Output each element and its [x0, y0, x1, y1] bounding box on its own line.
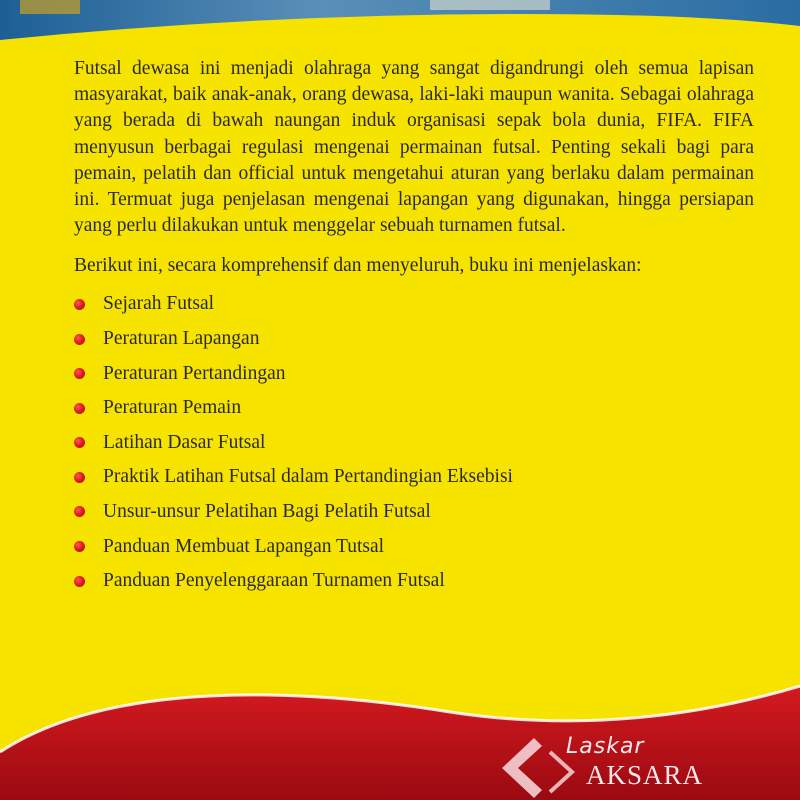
bullet-dot-icon [74, 403, 85, 414]
topic-label: Peraturan Pemain [103, 397, 242, 419]
topic-label: Panduan Membuat Lapangan Tutsal [103, 535, 385, 557]
bullet-dot-icon [74, 506, 85, 517]
bullet-dot-icon [74, 472, 85, 483]
bullet-dot-icon [74, 334, 85, 345]
topic-label: Sejarah Futsal [103, 293, 215, 315]
topic-label: Latihan Dasar Futsal [103, 431, 266, 453]
list-intro: Berikut ini, secara komprehensif dan menyeluruh, buku ini menjelaskan: [74, 255, 642, 277]
intro-paragraph: Futsal dewasa ini menjadi olahraga yang sangat digandrungi oleh semua lapisan masyarakat, baik anak-anak, orang dewasa, laki-laki maupun wanita. Sebagai olahraga yang berada di bawah naungan induk organisasi sepak bola dunia, FIFA. FIFA menyusun berbagai regulasi mengenai permainan futsal. Penting sekali bagi para pemain, pelatih dan official untuk mengetahui aturan yang berlaku dalam permainan ini. Termuat juga penjelasan mengenai lapangan yang digunakan, hingga persiapan yang perlu dilakukan untuk menggelar sebuah turnamen futsal. [74, 58, 754, 237]
topic-label: Praktik Latihan Futsal dalam Pertandingian Eksebisi [103, 466, 513, 488]
list-item [74, 426, 754, 461]
topic-label: Peraturan Pertandingan [103, 362, 286, 384]
list-item [74, 357, 754, 392]
list-item [74, 460, 754, 495]
bullet-dot-icon [74, 368, 85, 379]
bullet-dot-icon [74, 576, 85, 587]
bullet-dot-icon [74, 299, 85, 310]
back-cover-text [74, 56, 754, 599]
topic-list [74, 287, 754, 598]
topic-label: Panduan Penyelenggaraan Turnamen Futsal [103, 570, 445, 592]
publisher-name-part1: Laskar [566, 734, 645, 759]
list-item [74, 287, 754, 322]
topic-label: Unsur-unsur Pelatihan Bagi Pelatih Futsal [103, 500, 431, 522]
list-item [74, 391, 754, 426]
publisher-logo [488, 732, 708, 800]
list-item [74, 495, 754, 530]
bullet-dot-icon [74, 541, 85, 552]
topic-label: Peraturan Lapangan [103, 328, 260, 350]
list-item [74, 322, 754, 357]
list-item [74, 564, 754, 599]
list-item [74, 530, 754, 565]
bullet-dot-icon [74, 437, 85, 448]
publisher-name-part2: AKSARA [586, 760, 704, 790]
publisher-logo-icon [488, 732, 578, 800]
